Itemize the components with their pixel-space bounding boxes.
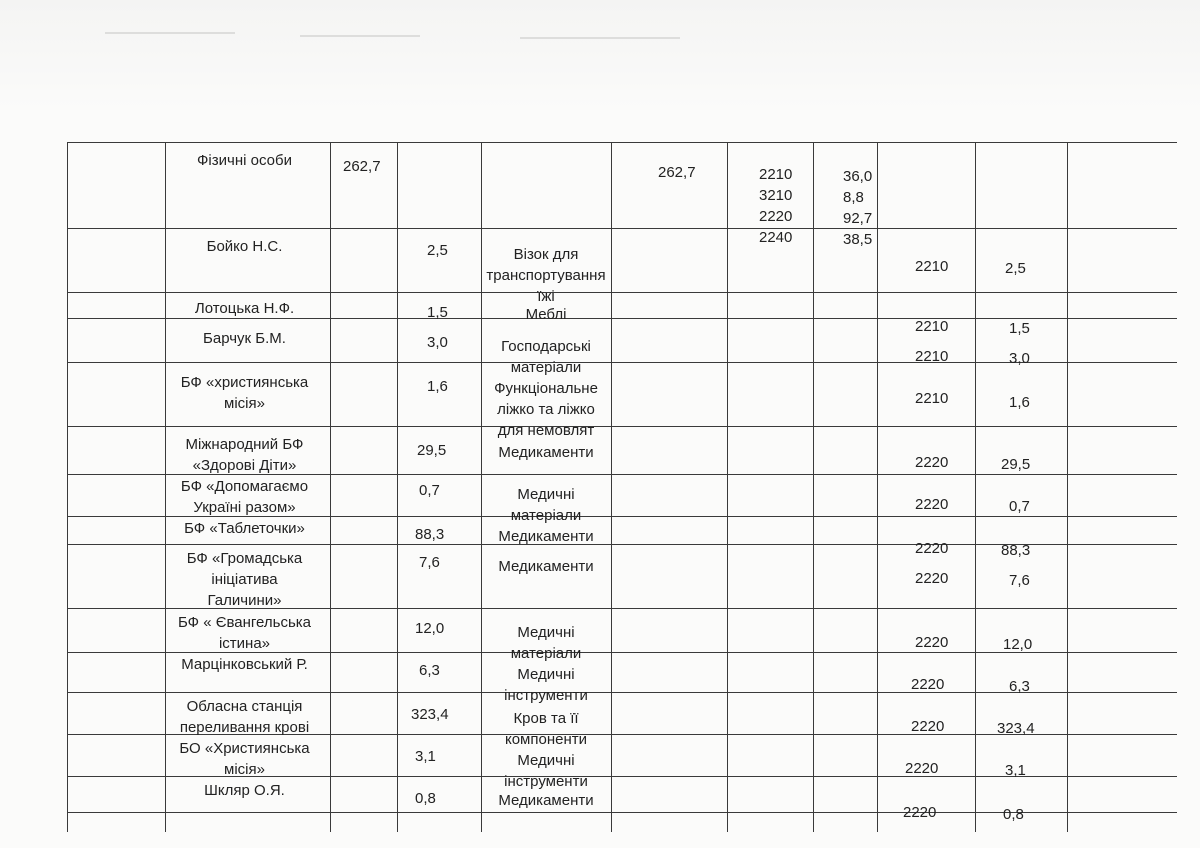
kekv-code: 2220 (915, 496, 949, 513)
donor-name: Міжнародний БФ «Здорові Діти» (185, 436, 304, 474)
item-description: Медичні інструменти (504, 752, 588, 790)
item-value: 3,1 (415, 748, 436, 765)
scan-artifact (520, 37, 680, 39)
column-divider (397, 142, 398, 832)
column-divider (165, 142, 166, 832)
scan-artifact (105, 32, 235, 34)
kekv-amount: 29,5 (1001, 456, 1031, 473)
donor-name: Марцінковський Р. (181, 656, 308, 673)
item-description: Меблі (525, 306, 567, 323)
kekv-amount: 3,1 (1005, 762, 1026, 779)
donor-name: БФ «Допомагаємо Україні разом» (180, 478, 309, 516)
kekv-code: 2210 (915, 390, 949, 407)
donor-name: Шкляр О.Я. (204, 782, 285, 799)
row-divider (67, 292, 1177, 293)
item-description: Візок для транспортування їжі (486, 246, 606, 305)
item-value: 7,6 (419, 554, 440, 571)
item-description: Медикаменти (498, 444, 594, 461)
kekv-code: 2220 (903, 804, 937, 821)
item-description: Медичні матеріали (510, 624, 582, 662)
donor-name: Лотоцька Н.Ф. (194, 300, 295, 317)
kekv-amount: 12,0 (1003, 636, 1033, 653)
column-divider (330, 142, 331, 832)
row-divider (67, 142, 1177, 143)
column-divider (813, 142, 814, 832)
donor-name: БФ «Таблеточки» (184, 520, 305, 537)
kekv-amount: 6,3 (1009, 678, 1030, 695)
donor-name: Бойко Н.С. (206, 238, 283, 255)
column-divider (1067, 142, 1068, 832)
column-divider (611, 142, 612, 832)
kekv-code: 2220 (915, 454, 949, 471)
item-description: Медичні матеріали (510, 486, 582, 524)
donor-name: БФ «Громадська ініціатива Галичини» (186, 550, 303, 609)
kekv-amount: 1,6 (1009, 394, 1030, 411)
donor-name: Фізичні особи (197, 152, 292, 169)
kekv-code: 2220 (915, 634, 949, 651)
kekv-code: 2220 (905, 760, 939, 777)
item-description: Кров та її компоненти (504, 710, 587, 748)
kekv-amount: 3,0 (1009, 350, 1030, 367)
item-description: Медикаменти (498, 558, 594, 575)
kekv-code: 2220 (911, 718, 945, 735)
kekv-amount: 7,6 (1009, 572, 1030, 589)
donor-name: Обласна станція переливання крові (179, 698, 310, 736)
column-divider (877, 142, 878, 832)
received-amount: 262,7 (658, 164, 696, 181)
scan-artifact (300, 35, 420, 37)
kekv-amount: 88,3 (1001, 542, 1031, 559)
item-value: 6,3 (419, 662, 440, 679)
row-divider (67, 228, 1177, 229)
donor-name: БФ «християнська місія» (180, 374, 309, 412)
kekv-amount: 1,5 (1009, 320, 1030, 337)
kekv-code: 2210 (915, 348, 949, 365)
item-value: 323,4 (411, 706, 449, 723)
column-divider (727, 142, 728, 832)
item-description: Функціональне ліжко та ліжко для немовлят (494, 380, 598, 439)
kekv-code: 2210 (915, 318, 949, 335)
kekv-amount: 2,5 (1005, 260, 1026, 277)
expenditure-amounts: 36,0 8,8 92,7 38,5 (843, 168, 873, 248)
total-amount: 262,7 (343, 158, 381, 175)
kekv-amount: 323,4 (997, 720, 1035, 737)
kekv-amount: 0,7 (1009, 498, 1030, 515)
item-description: Медичні інструменти (504, 666, 588, 704)
kekv-amount: 0,8 (1003, 806, 1024, 823)
item-value: 1,5 (427, 304, 448, 321)
scan-top-shadow (0, 0, 1200, 110)
row-divider (67, 426, 1177, 427)
item-value: 88,3 (415, 526, 445, 543)
kekv-code: 2220 (911, 676, 945, 693)
item-value: 1,6 (427, 378, 448, 395)
table-border-left (67, 142, 68, 832)
kekv-code: 2220 (915, 540, 949, 557)
column-divider (975, 142, 976, 832)
item-value: 3,0 (427, 334, 448, 351)
donor-name: Барчук Б.М. (203, 330, 286, 347)
item-value: 0,8 (415, 790, 436, 807)
expenditure-codes: 2210 3210 2220 2240 (759, 166, 793, 246)
item-value: 12,0 (415, 620, 445, 637)
item-value: 2,5 (427, 242, 448, 259)
item-description: Медикаменти (498, 528, 594, 545)
donations-table (47, 142, 1177, 832)
item-value: 29,5 (417, 442, 447, 459)
donor-name: БО «Християнська місія» (179, 740, 310, 778)
item-description: Господарські матеріали (501, 338, 591, 376)
kekv-code: 2210 (915, 258, 949, 275)
kekv-code: 2220 (915, 570, 949, 587)
item-description: Медикаменти (498, 792, 594, 809)
item-value: 0,7 (419, 482, 440, 499)
donor-name: БФ « Євангельська істина» (177, 614, 312, 652)
